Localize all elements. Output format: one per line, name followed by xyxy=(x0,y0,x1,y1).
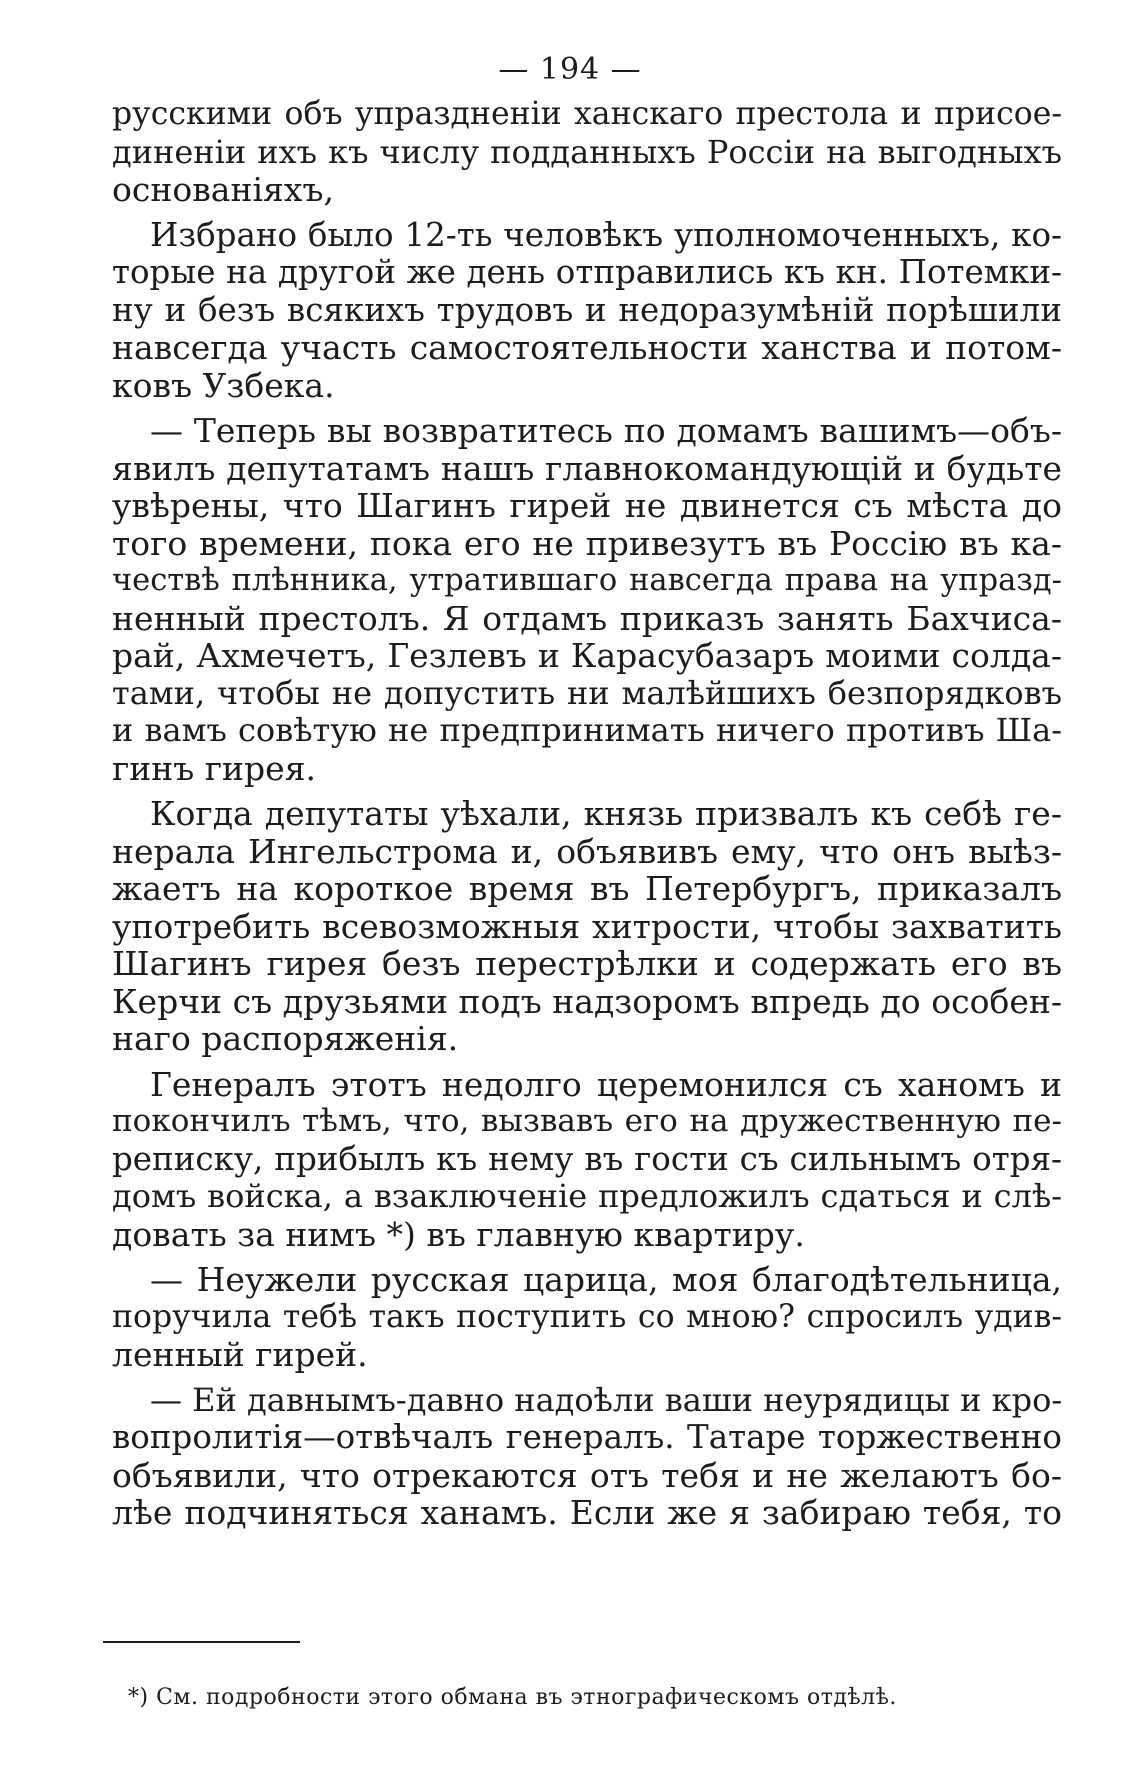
paragraph xyxy=(112,1066,1062,1254)
text-line: русскими объ упраздненіи ханскаго престола и присое- xyxy=(112,96,1062,132)
paragraph xyxy=(112,795,1062,1058)
text-line: наго распоряженія. xyxy=(112,1019,459,1058)
text-line: домъ войска, а взаключеніе предложилъ сдаться и слѣ- xyxy=(112,1177,1062,1215)
text-line: покончилъ тѣмъ, что, вызвавъ его на дружественную пе- xyxy=(112,1103,1062,1139)
text-line: чествѣ плѣнника, утратившаго навсегда права на упразд- xyxy=(112,563,1062,598)
text-line: основаніяхъ, xyxy=(112,170,334,209)
text-line: Генералъ этотъ недолго церемонился съ ханомъ и xyxy=(150,1064,1062,1104)
text-line: ковъ Узбека. xyxy=(112,365,335,405)
text-line: вопролитія—отвѣчалъ генералъ. Татаре торжественно xyxy=(112,1418,1062,1456)
text-line: Когда депутаты уѣхали, князь призвалъ къ себѣ ге- xyxy=(150,794,1062,833)
text-line: поручила тебѣ такъ поступить со мною? спросилъ удив- xyxy=(112,1298,1062,1335)
paragraph xyxy=(112,96,1062,209)
main-text xyxy=(112,96,1062,1532)
text-line: увѣрены, что Шагинъ гирей не двинется съ мѣста до xyxy=(112,486,1062,525)
text-line: лѣе подчиняться ханамъ. Если же я забираю тебя, то xyxy=(112,1493,1062,1532)
text-line: и вамъ совѣтую не предпринимать ничего противъ Ша- xyxy=(112,711,1062,749)
text-line: объявили, что отрекаются отъ тебя и не желаютъ бо- xyxy=(112,1455,1062,1495)
text-line: нерала Ингельстрома и, объявивъ ему, что онъ выѣз- xyxy=(112,831,1062,871)
text-line: Шагинъ гирея безъ перестрѣлки и содержать его въ xyxy=(112,944,1062,983)
text-line: торые на другой же день отправились къ кн. Потемки- xyxy=(112,253,1062,291)
paragraph xyxy=(112,1382,1062,1532)
page-number: — 194 — xyxy=(498,52,642,87)
text-line: явилъ депутатамъ нашъ главнокомандующій и будьте xyxy=(112,448,1062,488)
text-line: — Теперь вы возвратитесь по домамъ вашимъ—объ- xyxy=(150,411,1062,450)
text-line: ленный гирей. xyxy=(112,1335,368,1374)
text-line: ну и безъ всякихъ трудовъ и недоразумѣній порѣшили xyxy=(112,290,1062,329)
text-line: Избрано было 12-ть человѣкъ уполномоченныхъ, ко- xyxy=(150,215,1062,254)
text-line: тами, чтобы не допустить ни малѣйшихъ безпорядковъ xyxy=(112,673,1062,712)
text-line: навсегда участь самостоятельности ханства и потом- xyxy=(112,328,1062,367)
text-line: Керчи съ друзьями подъ надзоромъ впредь до особен- xyxy=(112,981,1062,1021)
paragraph xyxy=(112,217,1062,405)
text-line: гинъ гирея. xyxy=(112,748,317,788)
paragraph xyxy=(112,412,1062,787)
text-line: диненіи ихъ къ числу подданныхъ Россіи на выгодныхъ xyxy=(112,132,1062,171)
text-line: — Ей давнымъ-давно надоѣли ваши неурядицы и кро- xyxy=(150,1380,1063,1419)
text-line: довать за нимъ *) въ главную квартиру. xyxy=(112,1214,805,1254)
text-line: того времени, пока его не привезутъ въ Россію въ ка- xyxy=(112,523,1062,563)
text-line: рай, Ахмечетъ, Гезлевъ и Карасубазаръ моими солда- xyxy=(112,636,1062,675)
footnote: *) См. подробности этого обмана въ этнографическомъ отдѣлѣ. xyxy=(128,1685,897,1710)
text-line: — Неужели русская царица, моя благодѣтельница, xyxy=(150,1260,1062,1299)
footnote-divider xyxy=(103,1641,300,1643)
text-line: употребить всевозможныя хитрости, чтобы захватить xyxy=(112,906,1062,946)
text-line: ненный престолъ. Я отдамъ приказъ занять Бахчиса- xyxy=(112,598,1062,638)
text-line: жаетъ на короткое время въ Петербургъ, приказалъ xyxy=(112,869,1062,908)
text-line: реписку, прибылъ къ нему въ гости съ сильнымъ отря- xyxy=(112,1139,1062,1178)
paragraph xyxy=(112,1261,1062,1374)
